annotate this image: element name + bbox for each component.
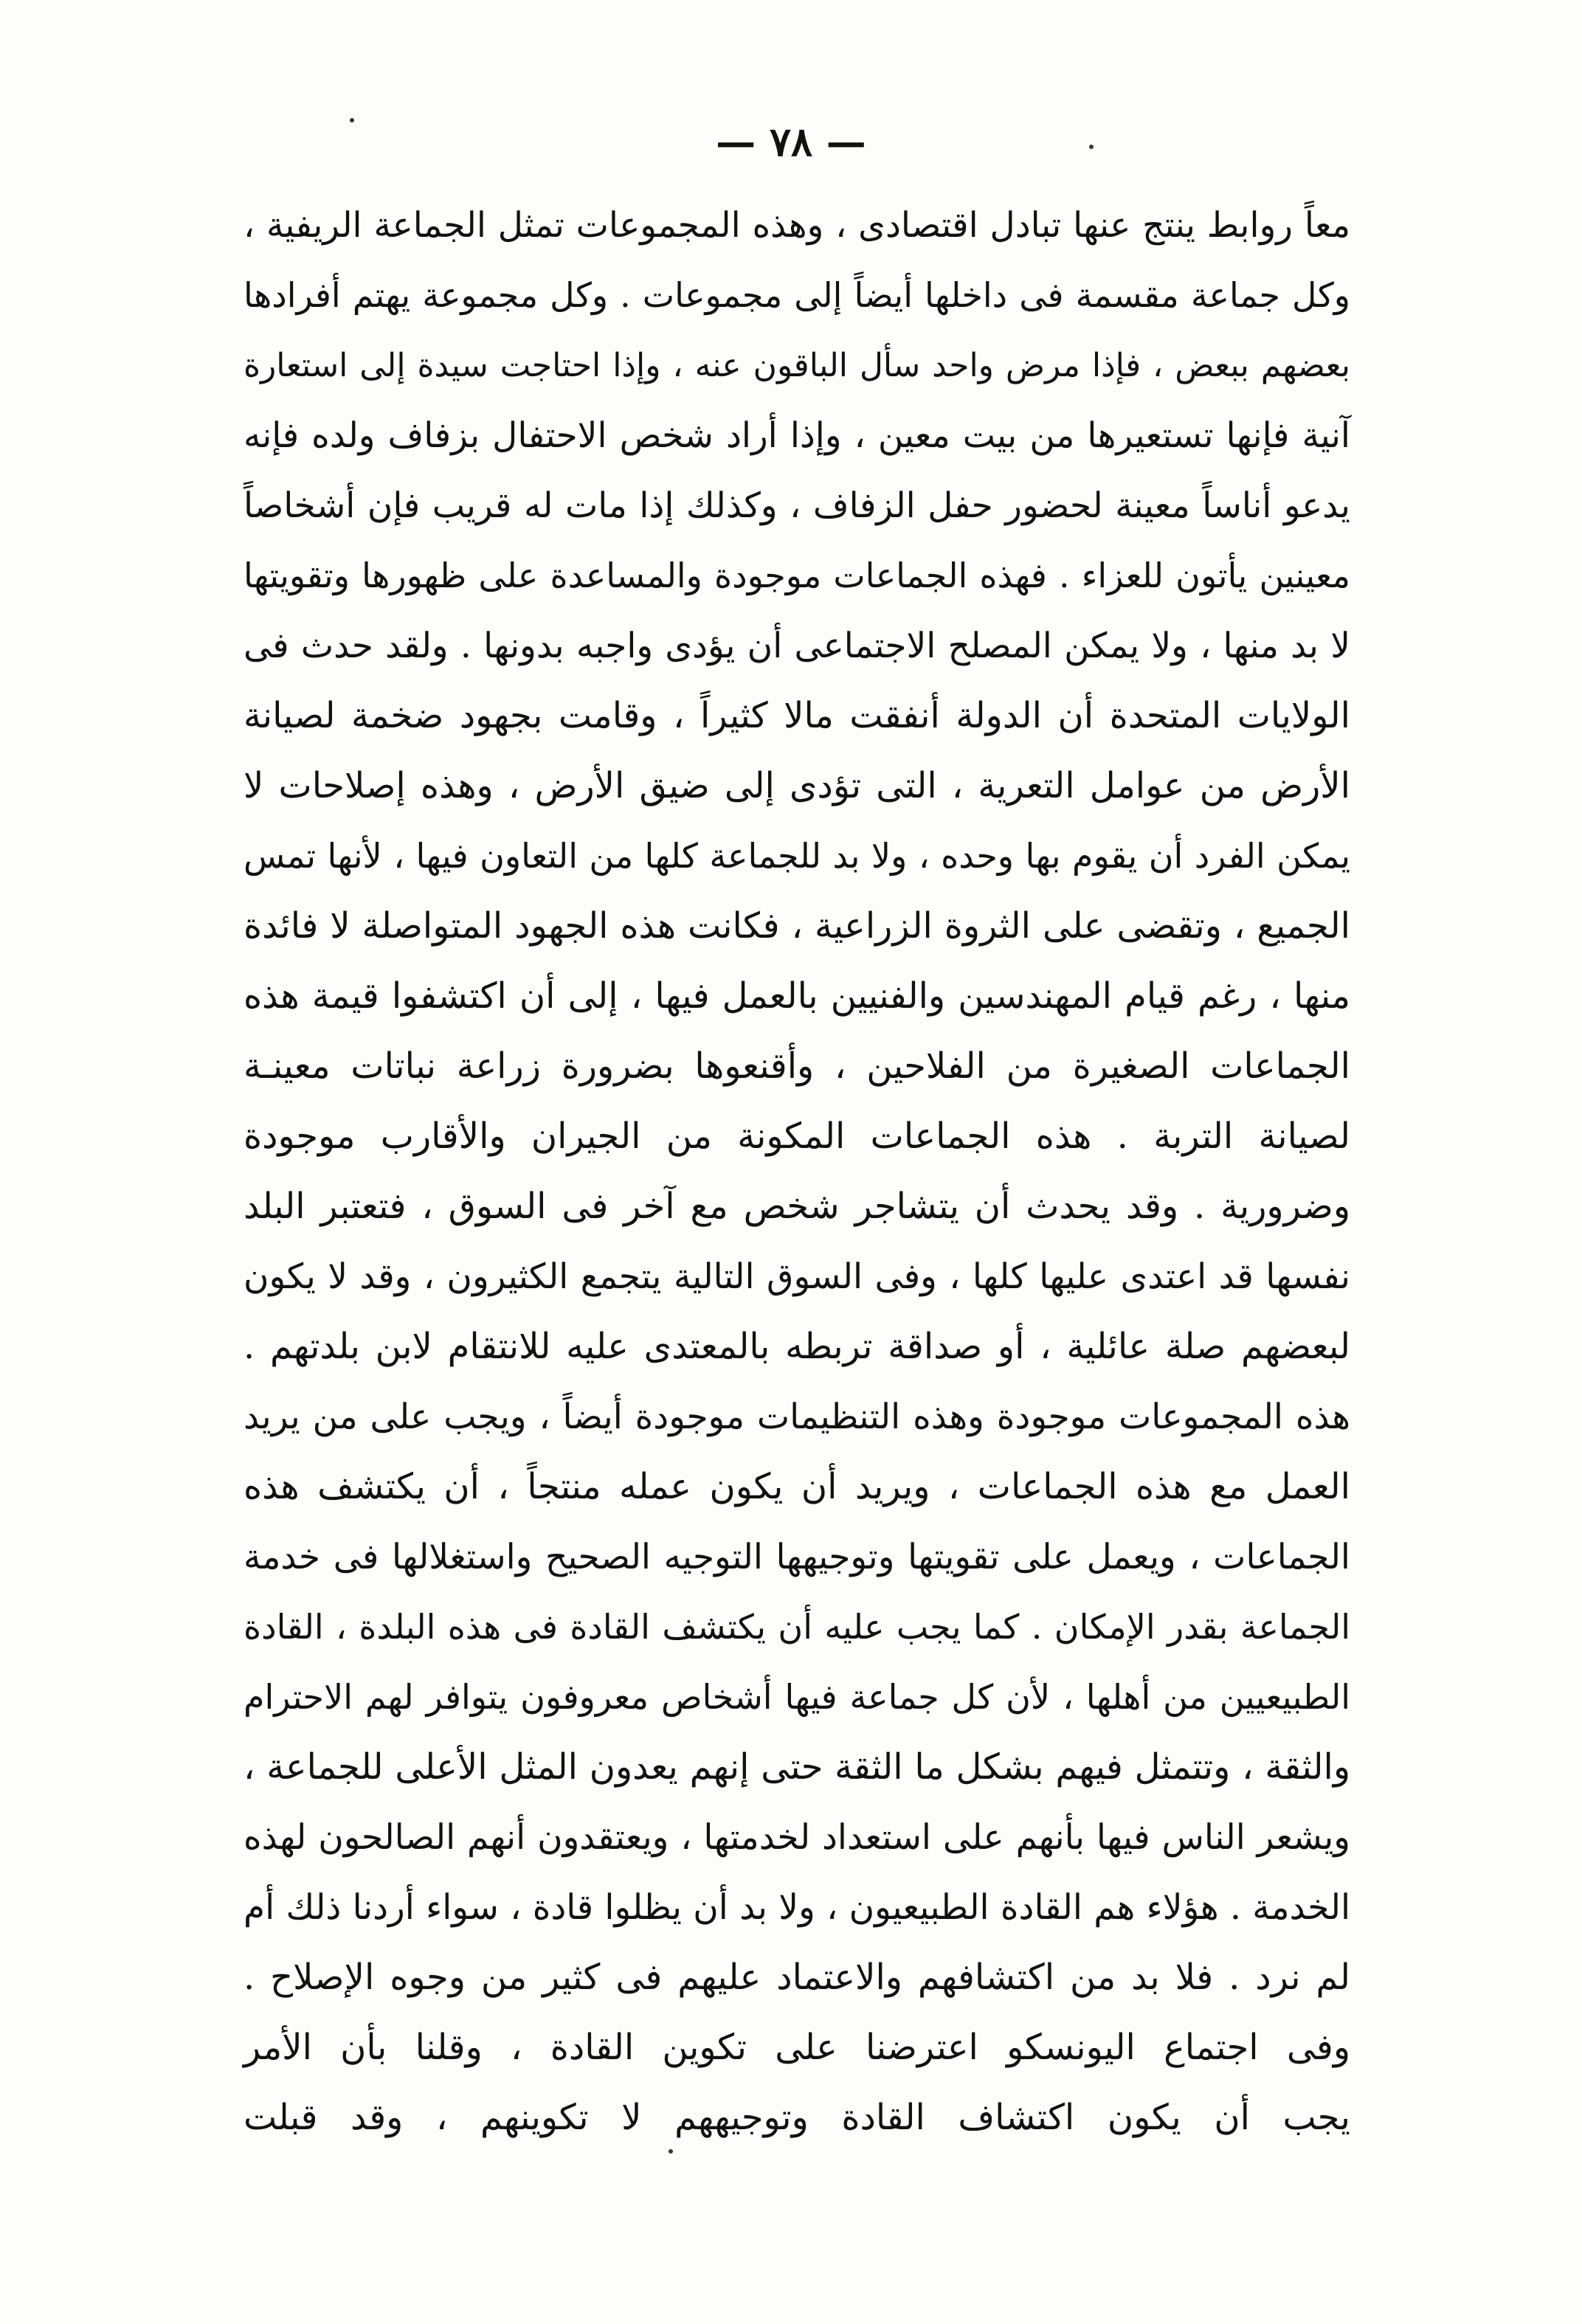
- text-line: الولايات المتحدة أن الدولة أنفقت مالا كثيراً ، وقامت بجهود ضخمة لصيانة: [243, 695, 1350, 736]
- text-line: لم نرد . فلا بد من اكتشافهم والاعتماد عليهم فى كثير من وجوه الإصلاح .: [243, 1957, 1350, 1998]
- text-line: الطبيعيين من أهلها ، لأن كل جماعة فيها أشخاص معروفون يتوافر لهم الاحترام: [243, 1677, 1350, 1717]
- text-line: منها ، رغم قيام المهندسين والفنيين بالعمل فيها ، إلى أن اكتشفوا قيمة هذه: [243, 975, 1350, 1017]
- text-line: الأرض من عوامل التعرية ، التى تؤدى إلى ضيق الأرض ، وهذه إصلاحات لا: [243, 765, 1350, 806]
- text-line: الجماعة بقدر الإمكان . كما يجب عليه أن يكتشف القادة فى هذه البلدة ، القادة: [243, 1607, 1350, 1647]
- text-line: الجميع ، وتقضى على الثروة الزراعية ، فكانت هذه الجهود المتواصلة لا فائدة: [243, 905, 1350, 947]
- text-line: بعضهم ببعض ، فإذا مرض واحد سأل الباقون عنه ، وإذا احتاجت سيدة إلى استعارة: [243, 347, 1350, 384]
- text-line: يجب أن يكون اكتشاف القادة وتوجيههم لا تكوينهم ، وقد قبلت: [243, 2097, 1350, 2138]
- text-line: يمكن الفرد أن يقوم بها وحده ، ولا بد للجماعة كلها من التعاون فيها ، لأنها تمس: [243, 836, 1350, 876]
- text-line: الخدمة . هؤلاء هم القادة الطبيعيون ، ولا بد أن يظلوا قادة ، سواء أردنا ذلك أم: [243, 1887, 1350, 1928]
- text-line: نفسها قد اعتدى عليها كلها ، وفى السوق التالية يتجمع الكثيرون ، وقد لا يكون: [243, 1256, 1350, 1297]
- page-number: — ٧٨ —: [716, 118, 866, 165]
- body-text: [243, 190, 1350, 2153]
- text-line: الجماعات ، ويعمل على تقويتها وتوجيهها التوجيه الصحيح واستغلالها فى خدمة: [243, 1537, 1350, 1577]
- text-line: الجماعات الصغيرة من الفلاحين ، وأقنعوها بضرورة زراعة نباتات معينـة: [243, 1045, 1350, 1087]
- text-line: آنية فإنها تستعيرها من بيت معين ، وإذا أراد شخص الاحتفال بزفاف ولده فإنه: [243, 415, 1350, 456]
- text-line: وضرورية . وقد يحدث أن يتشاجر شخص مع آخر فى السوق ، فتعتبر البلد: [243, 1186, 1351, 1227]
- text-line: يدعو أناساً معينة لحضور حفل الزفاف ، وكذلك إذا مات له قريب فإن أشخاصاً: [243, 485, 1350, 526]
- text-line: وكل جماعة مقسمة فى داخلها أيضاً إلى مجموعات . وكل مجموعة يهتم أفرادها: [243, 275, 1350, 315]
- text-line: هذه المجموعات موجودة وهذه التنظيمات موجودة أيضاً ، ويجب على من يريد: [243, 1397, 1350, 1437]
- text-line: ويشعر الناس فيها بأنهم على استعداد لخدمتها ، ويعتقدون أنهم الصالحون لهذه: [243, 1817, 1350, 1858]
- text-line: لا بد منها ، ولا يمكن المصلح الاجتماعى أن يؤدى واجبه بدونها . ولقد حدث فى: [243, 626, 1350, 666]
- text-line: معينين يأتون للعزاء . فهذه الجماعات موجودة والمساعدة على ظهورها وتقويتها: [243, 556, 1350, 595]
- text-line: لصيانة التربة . هذه الجماعات المكونة من الجيران والأقارب موجودة: [243, 1116, 1350, 1157]
- text-line: وفى اجتماع اليونسكو اعترضنا على تكوين القادة ، وقلنا بأن الأمر: [243, 2027, 1350, 2068]
- text-line: والثقة ، وتتمثل فيهم بشكل ما الثقة حتى إنهم يعدون المثل الأعلى للجماعة ،: [243, 1746, 1350, 1788]
- text-line: العمل مع هذه الجماعات ، ويريد أن يكون عمله منتجاً ، أن يكتشف هذه: [243, 1466, 1350, 1507]
- text-line: معاً روابط ينتج عنها تبادل اقتصادى ، وهذه المجموعات تمثل الجماعة الريفية ،: [243, 205, 1350, 246]
- text-line: لبعضهم صلة عائلية ، أو صداقة تربطه بالمعتدى عليه للانتقام لابن بلدتهم .: [243, 1326, 1350, 1367]
